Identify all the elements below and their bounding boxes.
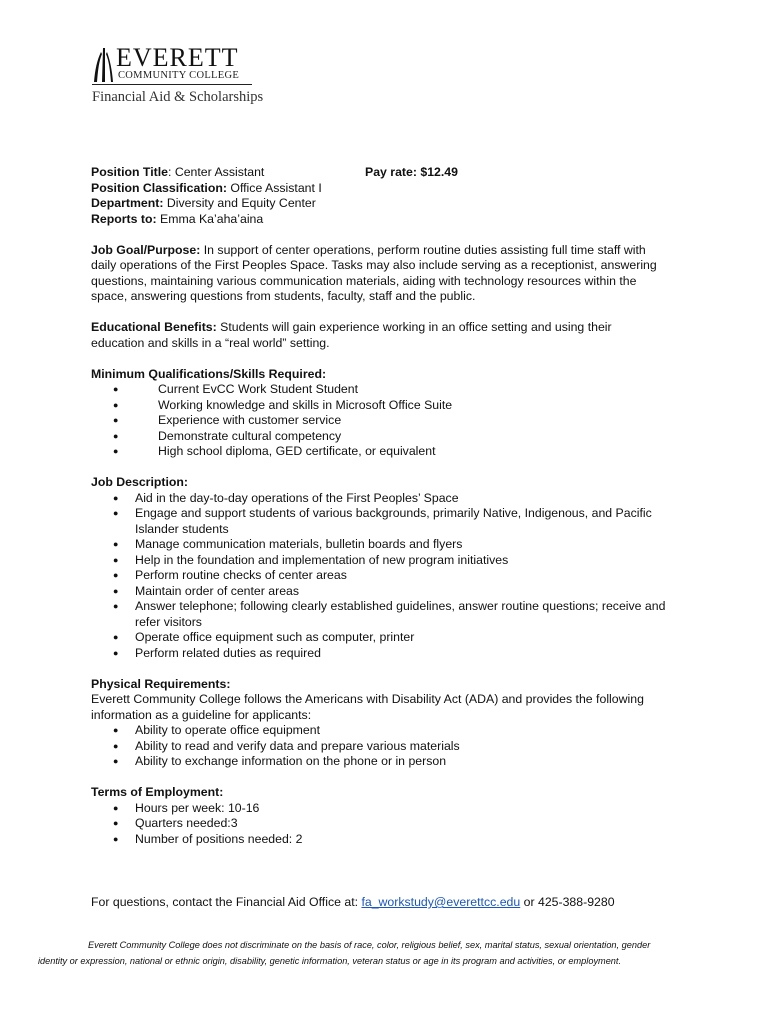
- list-item: [91, 599, 691, 630]
- benefits-text: Students will gain experience working in an office setting and using their: [216, 320, 612, 334]
- position-title-label: Position Title: [91, 165, 168, 179]
- job-goal-line: [91, 243, 691, 259]
- list-item-text: Answer telephone; following clearly established guidelines, answer routine questions; receive and: [135, 599, 666, 613]
- benefits-label: Educational Benefits:: [91, 320, 217, 334]
- classification-value: Office Assistant I: [226, 180, 322, 195]
- list-item: [91, 630, 691, 646]
- physical-heading: Physical Requirements:: [91, 676, 231, 691]
- list-item-text: Engage and support students of various backgrounds, primarily Native, Indigenous, and Pacific: [135, 506, 652, 520]
- list-item: ● Ability to exchange information on the phone or in person: [91, 754, 691, 770]
- list-item-text: Operate office equipment such as computer, printer: [135, 630, 415, 644]
- list-item: ● Demonstrate cultural competency: [91, 429, 691, 445]
- position-classification: [91, 181, 691, 197]
- description-heading: Job Description:: [91, 475, 189, 489]
- reports-to-label: Reports to:: [91, 211, 157, 226]
- list-item: ● Working knowledge and skills in Microsoft Office Suite: [91, 398, 691, 414]
- list-item-text: Help in the foundation and implementation of new program initiatives: [135, 552, 509, 567]
- job-posting: [91, 165, 691, 847]
- pay-rate: Pay rate: $12.49: [365, 165, 458, 179]
- list-item: [91, 584, 691, 600]
- logo-mark-icon: [92, 48, 114, 82]
- department-label: Department:: [91, 196, 164, 210]
- email-link[interactable]: fa_workstudy@everettcc.edu: [361, 895, 521, 909]
- department-name: Financial Aid & Scholarships: [92, 89, 264, 105]
- list-item-text: Aid in the day-to-day operations of the First Peoples’ Space: [135, 490, 459, 505]
- logo-name: EVERETT: [116, 43, 239, 72]
- list-item: [91, 568, 691, 584]
- contact-prefix: For questions, contact the Financial Aid Office at:: [91, 895, 362, 909]
- physical-list: [91, 723, 691, 770]
- job-goal-text: In support of center operations, perform routine duties assisting full time staff with: [200, 242, 646, 257]
- list-item-text: Manage communication materials, bulletin boards and flyers: [135, 537, 463, 551]
- list-item: [91, 506, 691, 537]
- qualifications-heading: Minimum Qualifications/Skills Required:: [91, 366, 327, 381]
- list-item: [91, 553, 691, 569]
- list-item-text: Perform routine checks of center areas: [135, 568, 347, 582]
- list-item: ● High school diploma, GED certificate, or equivalent: [91, 444, 691, 460]
- classification-label: Position Classification:: [91, 180, 227, 195]
- job-goal-line: questions, maintaining various communication materials, aiding with technology resources within the: [91, 273, 637, 288]
- list-item: ● Ability to read and verify data and prepare various materials: [91, 739, 691, 755]
- nondiscrimination-footer: [38, 937, 738, 969]
- contact-phone: or 425-388-9280: [520, 895, 615, 909]
- list-item: [91, 646, 691, 662]
- contact-line: [91, 895, 615, 909]
- benefits-line: [91, 320, 691, 336]
- physical-intro: information as a guideline for applicants:: [91, 707, 312, 722]
- list-item-text: Perform related duties as required: [135, 645, 321, 660]
- physical-intro: Everett Community College follows the Americans with Disability Act (ADA) and provides the following: [91, 692, 644, 706]
- terms-heading: Terms of Employment:: [91, 785, 224, 799]
- list-item-text: Islander students: [135, 521, 229, 536]
- logo-divider: [92, 84, 252, 85]
- job-goal-line: space, answering questions from students, faculty, staff and the public.: [91, 289, 476, 303]
- qualifications-list: [91, 382, 691, 460]
- list-item: [91, 537, 691, 553]
- list-item-text: Maintain order of center areas: [135, 583, 300, 598]
- footer-line: Everett Community College does not discriminate on the basis of race, color, religious belief, sex, marital status, sexual orientation, gender: [88, 940, 651, 950]
- list-item: ● Quarters needed:3: [91, 816, 691, 832]
- list-item: ● Number of positions needed: 2: [91, 832, 691, 848]
- list-item-text: refer visitors: [135, 614, 202, 629]
- list-item: [91, 491, 691, 507]
- job-goal-label: Job Goal/Purpose:: [91, 242, 201, 257]
- footer-line: identity or expression, national or ethnic origin, disability, genetic information, veteran status or age in its program and activities, or employment.: [38, 956, 622, 966]
- benefits-line: education and skills in a “real world” setting.: [91, 335, 330, 350]
- position-title-value: : Center Assistant: [167, 165, 265, 179]
- reports-to-value: Emma Ka’aha’aina: [156, 211, 264, 226]
- job-goal-line: daily operations of the First Peoples Space. Tasks may also include serving as a receptionist, answering: [91, 258, 657, 272]
- terms-list: [91, 801, 691, 848]
- department: [91, 196, 691, 212]
- list-item: ● Experience with customer service: [91, 413, 691, 429]
- description-list: [91, 491, 691, 662]
- list-item: ● Current EvCC Work Student Student: [91, 382, 691, 398]
- reports-to: [91, 212, 691, 228]
- college-logo: [92, 44, 272, 110]
- department-value: Diversity and Equity Center: [163, 196, 316, 210]
- list-item: ● Ability to operate office equipment: [91, 723, 691, 739]
- logo-college: COMMUNITY COLLEGE: [118, 70, 240, 81]
- list-item: ● Hours per week: 10-16: [91, 801, 691, 817]
